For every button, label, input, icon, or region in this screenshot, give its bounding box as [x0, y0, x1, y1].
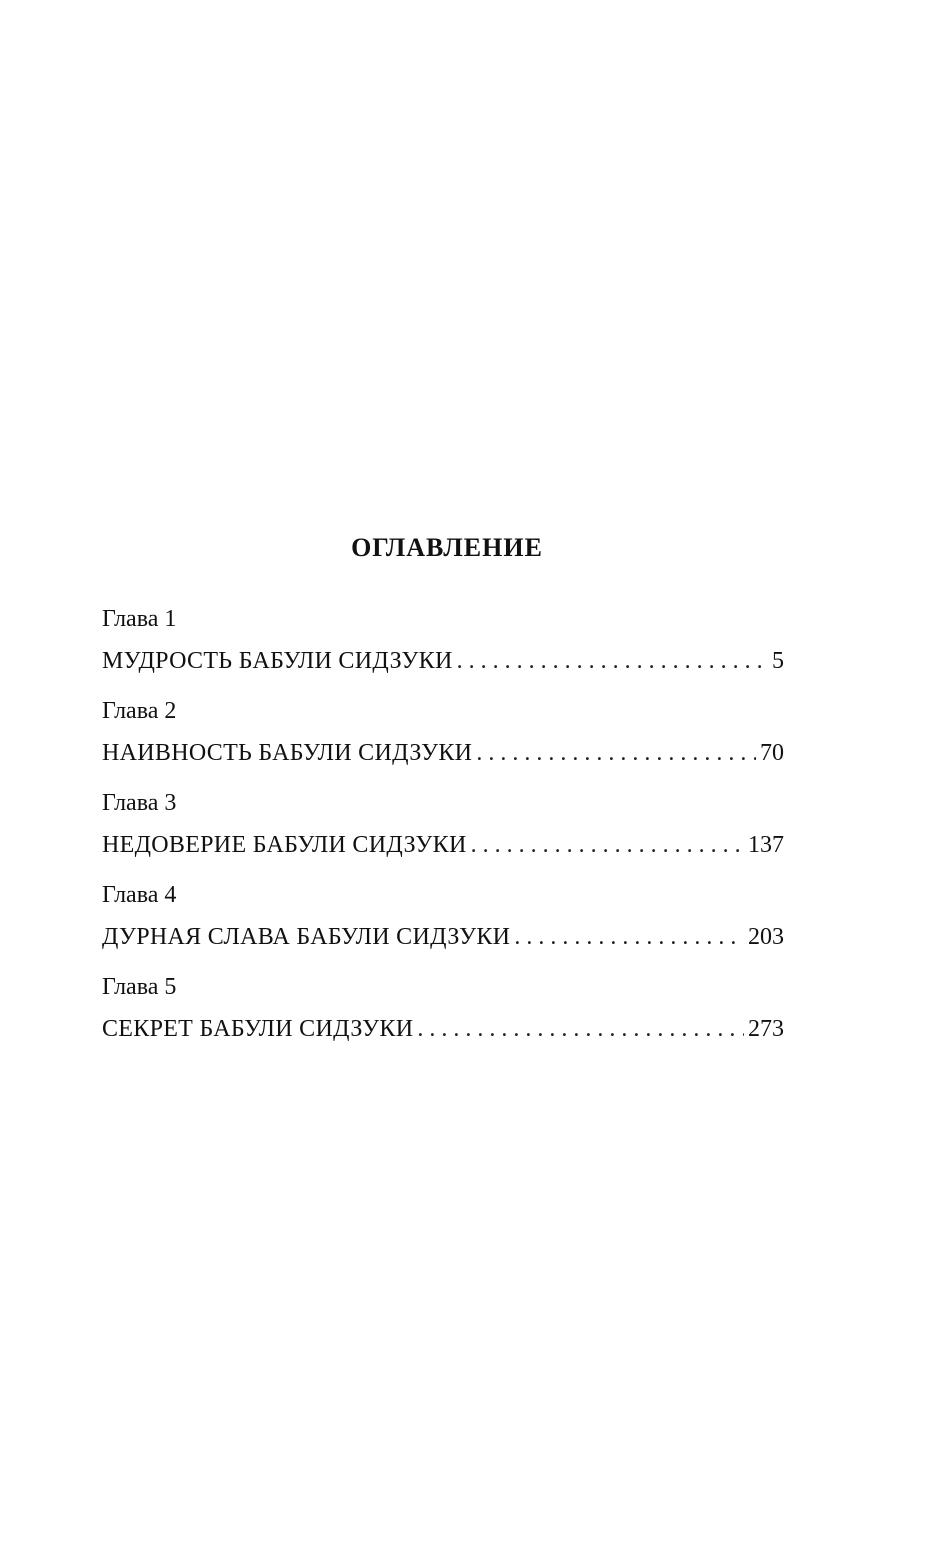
toc-entry-chapter-5 [102, 966, 784, 1058]
page-number: 137 [748, 832, 784, 858]
chapter-title: ДУРНАЯ СЛАВА БАБУЛИ СИДЗУКИ [102, 924, 511, 950]
chapter-label: Глава 1 [102, 606, 177, 632]
dot-leader [417, 1008, 744, 1050]
page-number: 273 [748, 1016, 784, 1042]
toc-entry-chapter-4 [102, 874, 784, 966]
chapter-line [102, 916, 784, 958]
chapter-label: Глава 3 [102, 790, 177, 816]
chapter-title: СЕКРЕТ БАБУЛИ СИДЗУКИ [102, 1016, 414, 1042]
table-of-contents [102, 530, 784, 1058]
chapter-title: НЕДОВЕРИЕ БАБУЛИ СИДЗУКИ [102, 832, 467, 858]
chapter-label: Глава 5 [102, 974, 177, 1000]
chapter-title: МУДРОСТЬ БАБУЛИ СИДЗУКИ [102, 648, 453, 674]
chapter-line [102, 824, 784, 866]
toc-entry-chapter-2 [102, 690, 784, 782]
dot-leader [471, 824, 744, 866]
chapter-label: Глава 2 [102, 698, 177, 724]
page-number: 5 [772, 648, 784, 674]
chapter-line [102, 732, 784, 774]
chapter-line [102, 1008, 784, 1050]
toc-entry-chapter-3 [102, 782, 784, 874]
page-number: 70 [760, 740, 784, 766]
dot-leader [514, 916, 744, 958]
toc-entry-chapter-1 [102, 598, 784, 690]
page-number: 203 [748, 924, 784, 950]
dot-leader [457, 640, 768, 682]
chapter-line [102, 640, 784, 682]
chapter-title: НАИВНОСТЬ БАБУЛИ СИДЗУКИ [102, 740, 473, 766]
toc-heading: ОГЛАВЛЕНИЕ [351, 533, 543, 562]
dot-leader [476, 732, 756, 774]
chapter-label: Глава 4 [102, 882, 177, 908]
